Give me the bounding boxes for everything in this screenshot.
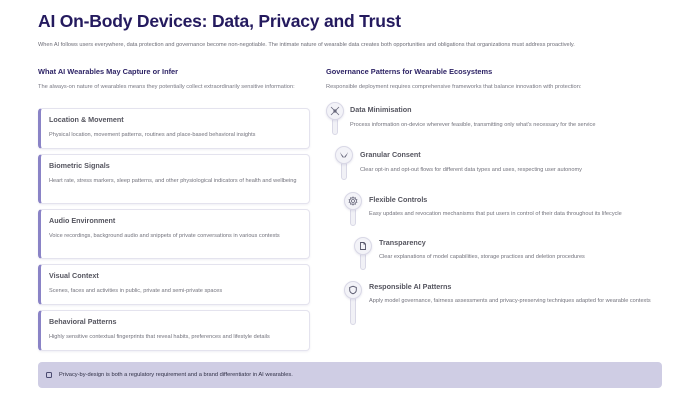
card-behavioral-patterns <box>38 310 310 351</box>
page-title: AI On-Body Devices: Data, Privacy and Trust <box>38 11 401 31</box>
card-title: Visual Context <box>49 271 99 280</box>
network-icon <box>326 102 344 120</box>
document-icon <box>354 237 372 255</box>
wings-icon <box>335 146 353 164</box>
card-audio-environment <box>38 209 310 259</box>
card-description: Scenes, faces and activities in public, private and semi-private spaces <box>49 288 223 294</box>
item-description: Process information on-device wherever feasible, transmitting only what's necessary for the service <box>350 122 596 128</box>
item-description: Clear opt-in and opt-out flows for different data types and uses, respecting user autonomy <box>360 167 582 173</box>
item-title: Responsible AI Patterns <box>369 282 452 291</box>
connector-stem <box>350 208 356 226</box>
connector-stem <box>332 118 338 135</box>
capture-section-description: The always-on nature of wearables means they potentially collect extraordinarily sensitive information: <box>38 84 295 90</box>
governance-section-description: Responsible deployment requires comprehensive frameworks that balance innovation with protection: <box>326 84 582 90</box>
capture-card-list <box>38 108 310 356</box>
item-title: Granular Consent <box>360 150 421 159</box>
item-description: Easy updates and revocation mechanisms that put users in control of their data throughout its lifecycle <box>369 211 622 217</box>
item-title: Flexible Controls <box>369 195 428 204</box>
card-title: Biometric Signals <box>49 161 110 170</box>
card-biometric-signals <box>38 154 310 204</box>
card-location-movement <box>38 108 310 149</box>
card-title: Location & Movement <box>49 115 124 124</box>
item-title: Data Minimisation <box>350 105 412 114</box>
connector-stem <box>341 162 347 180</box>
card-description: Heart rate, stress markers, sleep patterns, and other physiological indicators of health and wellbeing <box>49 178 297 184</box>
card-description: Highly sensitive contextual fingerprints that reveal habits, preferences and lifestyle details <box>49 334 270 340</box>
card-title: Behavioral Patterns <box>49 317 117 326</box>
shield-icon <box>344 281 362 299</box>
item-description: Apply model governance, fairness assessments and privacy-preserving techniques adapted for wearable contexts <box>369 298 651 304</box>
banner-text: Privacy-by-design is both a regulatory requirement and a brand differentiator in AI wearables. <box>59 372 293 378</box>
capture-section-title: What AI Wearables May Capture or Infer <box>38 67 179 76</box>
item-description: Clear explanations of model capabilities, storage practices and deletion procedures <box>379 254 585 260</box>
callout-banner <box>38 362 662 388</box>
item-title: Transparency <box>379 238 426 247</box>
note-icon <box>46 372 52 378</box>
page-subtitle: When AI follows users everywhere, data protection and governance become non-negotiable. The intimate nature of wearable data creates both opportunities and obligations that organizations must address proactively. <box>38 42 575 48</box>
card-title: Audio Environment <box>49 216 116 225</box>
gear-icon <box>344 192 362 210</box>
connector-stem <box>350 297 356 325</box>
card-visual-context <box>38 264 310 305</box>
governance-section-title: Governance Patterns for Wearable Ecosystems <box>326 67 493 76</box>
card-description: Physical location, movement patterns, routines and place-based behavioral insights <box>49 132 256 138</box>
card-description: Voice recordings, background audio and snippets of private conversations in various contexts <box>49 233 280 239</box>
connector-stem <box>360 253 366 270</box>
